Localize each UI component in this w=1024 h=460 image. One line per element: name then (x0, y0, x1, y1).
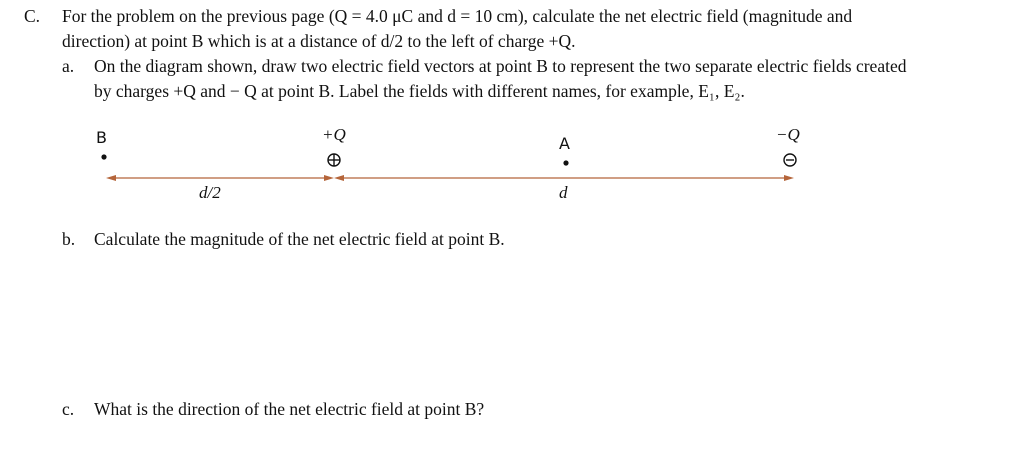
half-distance-arrow (106, 175, 334, 181)
full-distance-arrow (334, 175, 794, 181)
part-a-text-line2: by charges +Q and − Q at point B. Label the fields with different names, for example, E₁, E₂. (94, 81, 745, 101)
half-distance-label: d/2 (199, 183, 221, 202)
point-a-label: A (559, 134, 570, 153)
positive-charge-icon (328, 154, 340, 166)
point-a-dot (563, 160, 568, 165)
part-a-text-line1: On the diagram shown, draw two electric field vectors at point B to represent the two separate electric fields created (94, 56, 907, 76)
part-c-text: What is the direction of the net electric field at point B? (94, 399, 485, 419)
question-text-line2: direction) at point B which is at a distance of d/2 to the left of charge +Q. (62, 31, 576, 51)
point-b-dot (101, 154, 106, 159)
part-c-label: c. (62, 399, 75, 419)
point-b-label: B (96, 128, 107, 147)
question-text-line1: For the problem on the previous page (Q = 4.0 μC and d = 10 cm), calculate the net electric field (magnitude and (62, 6, 853, 26)
full-distance-label: d (559, 183, 568, 202)
part-a-label: a. (62, 56, 75, 76)
positive-charge-label: +Q (322, 125, 346, 144)
part-b-label: b. (62, 229, 76, 249)
part-b-text: Calculate the magnitude of the net electric field at point B. (94, 229, 505, 249)
negative-charge-icon (784, 154, 796, 166)
negative-charge-label: −Q (776, 125, 800, 144)
question-label: C. (24, 6, 41, 26)
